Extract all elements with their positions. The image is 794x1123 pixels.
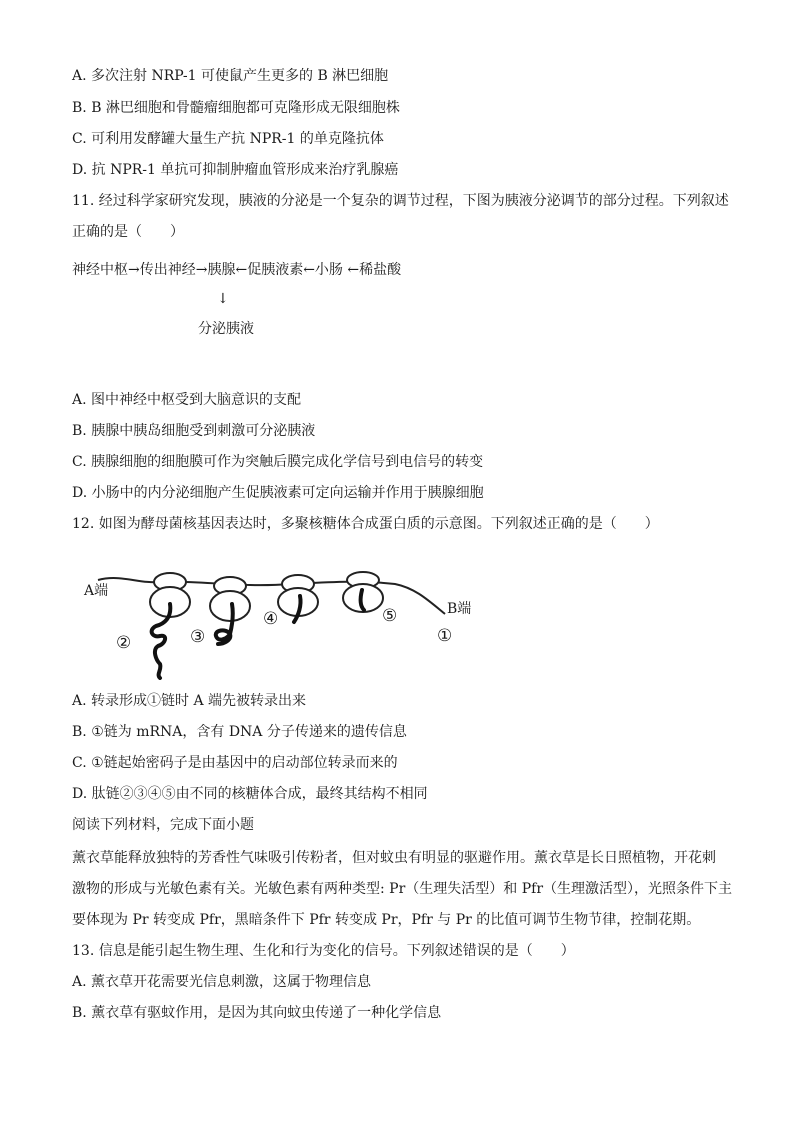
label-chain-4: ④ [263, 609, 279, 629]
label-chain-2: ② [116, 633, 132, 653]
q11-flow-arrow: ↓ [217, 291, 229, 307]
label-b-end: B端 [447, 601, 472, 617]
q13-option-b: B. 薰衣草有驱蚊作用，是因为其向蚊虫传递了一种化学信息 [72, 1005, 442, 1021]
q13-stem: 13. 信息是能引起生物生理、生化和行为变化的信号。下列叙述错误的是（ ） [72, 943, 575, 959]
q11-flow-line: 神经中枢→传出神经→胰腺←促胰液素←小肠 ←稀盐酸 [72, 262, 402, 278]
label-mrna-1: ① [437, 626, 453, 646]
q12-option-c: C. ①链起始密码子是由基因中的启动部位转录而来的 [72, 755, 398, 771]
q11-option-b: B. 胰腺中胰岛细胞受到刺激可分泌胰液 [72, 423, 316, 439]
q12-stem: 12. 如图为酵母菌核基因表达时，多聚核糖体合成蛋白质的示意图。下列叙述正确的是（ ） [72, 516, 659, 532]
material-line-3: 要体现为 Pr 转变成 Pfr，黑暗条件下 Pfr 转变成 Pr，Pfr 与 Pr 的比值可调节生物节律，控制花期。 [72, 912, 701, 928]
material-line-2: 激物的形成与光敏色素有关。光敏色素有两种类型: Pr（生理失活型）和 Pfr（生理激活型），光照条件下主 [72, 881, 733, 897]
q11-flow-output: 分泌胰液 [198, 321, 254, 337]
material-intro: 阅读下列材料，完成下面小题 [72, 817, 254, 833]
ribosome-2 [210, 577, 250, 621]
q10-option-c: C. 可利用发酵罐大量生产抗 NPR-1 的单克隆抗体 [72, 131, 384, 147]
q12-option-b: B. ①链为 mRNA，含有 DNA 分子传递来的遗传信息 [72, 724, 407, 740]
label-a-end: A端 [84, 583, 109, 599]
q11-option-c: C. 胰腺细胞的细胞膜可作为突触后膜完成化学信号到电信号的转变 [72, 454, 484, 470]
q11-stem-line1: 11. 经过科学家研究发现，胰液的分泌是一个复杂的调节过程，下图为胰液分泌调节的部分过程。下列叙述 [72, 193, 729, 209]
q11-option-d: D. 小肠中的内分泌细胞产生促胰液素可定向运输并作用于胰腺细胞 [72, 485, 484, 501]
q10-option-a: A. 多次注射 NRP-1 可使鼠产生更多的 B 淋巴细胞 [72, 68, 389, 84]
q12-option-a: A. 转录形成①链时 A 端先被转录出来 [72, 693, 307, 709]
material-line-1: 薰衣草能释放独特的芳香性气味吸引传粉者，但对蚊虫有明显的驱避作用。薰衣草是长日照植物，开花刺 [72, 850, 716, 866]
q12-option-d: D. 肽链②③④⑤由不同的核糖体合成，最终其结构不相同 [72, 786, 428, 802]
q10-option-b: B. B 淋巴细胞和骨髓瘤细胞都可克隆形成无限细胞株 [72, 100, 400, 116]
q11-option-a: A. 图中神经中枢受到大脑意识的支配 [72, 392, 302, 408]
q13-option-a: A. 薰衣草开花需要光信息刺激，这属于物理信息 [72, 974, 372, 990]
label-chain-3: ③ [190, 627, 206, 647]
label-chain-5: ⑤ [382, 606, 398, 626]
q11-stem-line2: 正确的是（ ） [72, 224, 184, 240]
q10-option-d: D. 抗 NPR-1 单抗可抑制肿瘤血管形成来治疗乳腺癌 [72, 162, 399, 178]
